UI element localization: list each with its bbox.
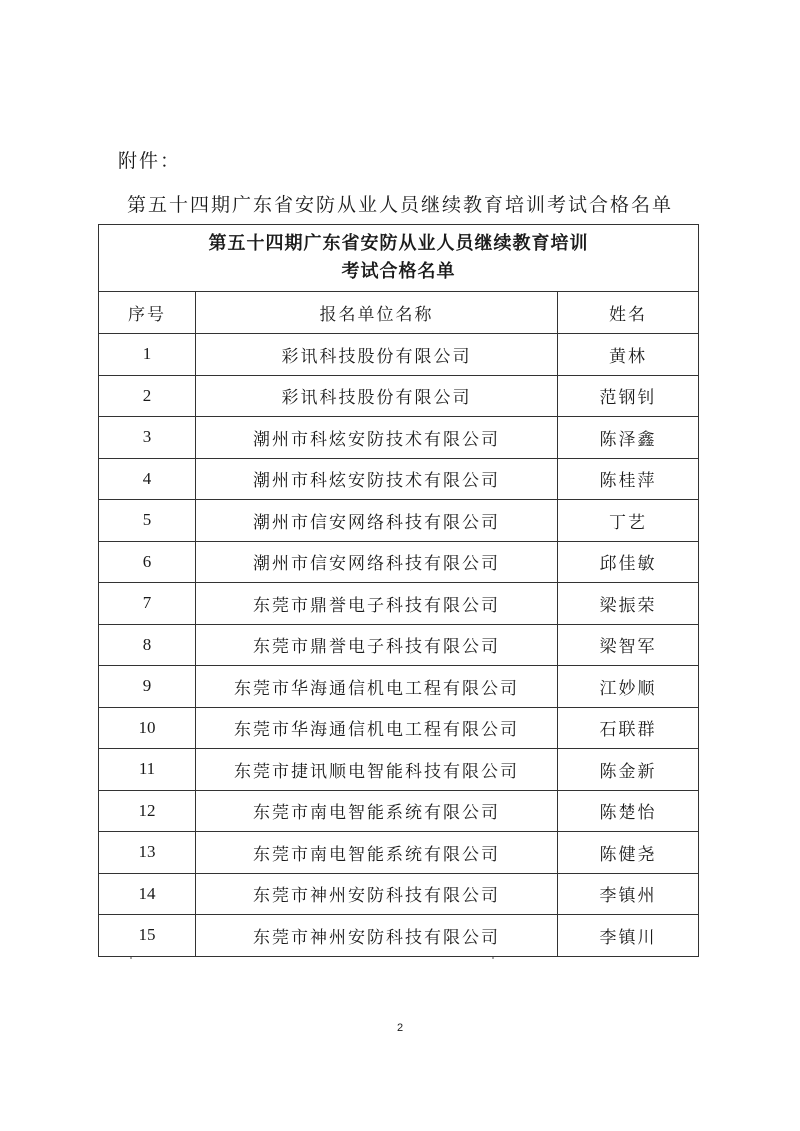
row-number: 11 <box>99 749 196 791</box>
row-unit: 东莞市鼎誉电子科技有限公司 <box>196 624 558 666</box>
qualified-list-table <box>98 224 699 957</box>
table-title-line-1: 第五十四期广东省安防从业人员继续教育培训 <box>208 233 589 254</box>
table-row <box>99 541 699 583</box>
table-row <box>99 666 699 708</box>
row-name: 陈金新 <box>558 749 699 791</box>
row-unit: 潮州市信安网络科技有限公司 <box>196 500 558 542</box>
row-number: 14 <box>99 873 196 915</box>
row-number: 4 <box>99 458 196 500</box>
scan-speck <box>492 957 494 959</box>
header-name: 姓名 <box>558 292 699 334</box>
row-number: 13 <box>99 832 196 874</box>
attachment-label: 附件： <box>118 150 182 172</box>
table-row <box>99 624 699 666</box>
row-name: 陈泽鑫 <box>558 417 699 459</box>
row-name: 江妙顺 <box>558 666 699 708</box>
row-unit: 东莞市神州安防科技有限公司 <box>196 873 558 915</box>
table-row <box>99 749 699 791</box>
table-row <box>99 832 699 874</box>
page-number: 2 <box>396 1022 404 1034</box>
row-number: 9 <box>99 666 196 708</box>
row-number: 12 <box>99 790 196 832</box>
row-name: 陈楚怡 <box>558 790 699 832</box>
table-row <box>99 873 699 915</box>
row-unit: 东莞市华海通信机电工程有限公司 <box>196 666 558 708</box>
table-row <box>99 375 699 417</box>
row-name: 丁艺 <box>558 500 699 542</box>
row-number: 6 <box>99 541 196 583</box>
row-unit: 潮州市科炫安防技术有限公司 <box>196 458 558 500</box>
row-name: 黄林 <box>558 334 699 376</box>
row-name: 邱佳敏 <box>558 541 699 583</box>
row-name: 梁振荣 <box>558 583 699 625</box>
row-unit: 潮州市信安网络科技有限公司 <box>196 541 558 583</box>
row-unit: 东莞市南电智能系统有限公司 <box>196 790 558 832</box>
table-row <box>99 334 699 376</box>
row-unit: 东莞市神州安防科技有限公司 <box>196 915 558 957</box>
row-number: 5 <box>99 500 196 542</box>
row-number: 3 <box>99 417 196 459</box>
row-number: 15 <box>99 915 196 957</box>
row-name: 陈桂萍 <box>558 458 699 500</box>
table-row <box>99 417 699 459</box>
table-header-row <box>99 292 699 334</box>
table-row <box>99 500 699 542</box>
row-number: 2 <box>99 375 196 417</box>
header-number: 序号 <box>99 292 196 334</box>
scan-speck <box>130 957 132 959</box>
table-row <box>99 707 699 749</box>
table-row <box>99 915 699 957</box>
row-name: 李镇川 <box>558 915 699 957</box>
row-name: 范钢钊 <box>558 375 699 417</box>
row-name: 梁智军 <box>558 624 699 666</box>
header-unit: 报名单位名称 <box>196 292 558 334</box>
table-title <box>99 225 699 292</box>
row-name: 石联群 <box>558 707 699 749</box>
table-row <box>99 458 699 500</box>
table-row <box>99 583 699 625</box>
row-name: 李镇州 <box>558 873 699 915</box>
row-number: 8 <box>99 624 196 666</box>
table-title-row <box>99 225 699 292</box>
row-number: 1 <box>99 334 196 376</box>
row-name: 陈健尧 <box>558 832 699 874</box>
document-title: 第五十四期广东省安防从业人员继续教育培训考试合格名单 <box>126 194 673 216</box>
row-unit: 彩讯科技股份有限公司 <box>196 375 558 417</box>
row-unit: 东莞市南电智能系统有限公司 <box>196 832 558 874</box>
table-title-line-2: 考试合格名单 <box>341 261 456 282</box>
row-unit: 东莞市鼎誉电子科技有限公司 <box>196 583 558 625</box>
row-unit: 东莞市华海通信机电工程有限公司 <box>196 707 558 749</box>
table-row <box>99 790 699 832</box>
row-unit: 彩讯科技股份有限公司 <box>196 334 558 376</box>
row-number: 10 <box>99 707 196 749</box>
row-unit: 潮州市科炫安防技术有限公司 <box>196 417 558 459</box>
row-unit: 东莞市捷讯顺电智能科技有限公司 <box>196 749 558 791</box>
row-number: 7 <box>99 583 196 625</box>
